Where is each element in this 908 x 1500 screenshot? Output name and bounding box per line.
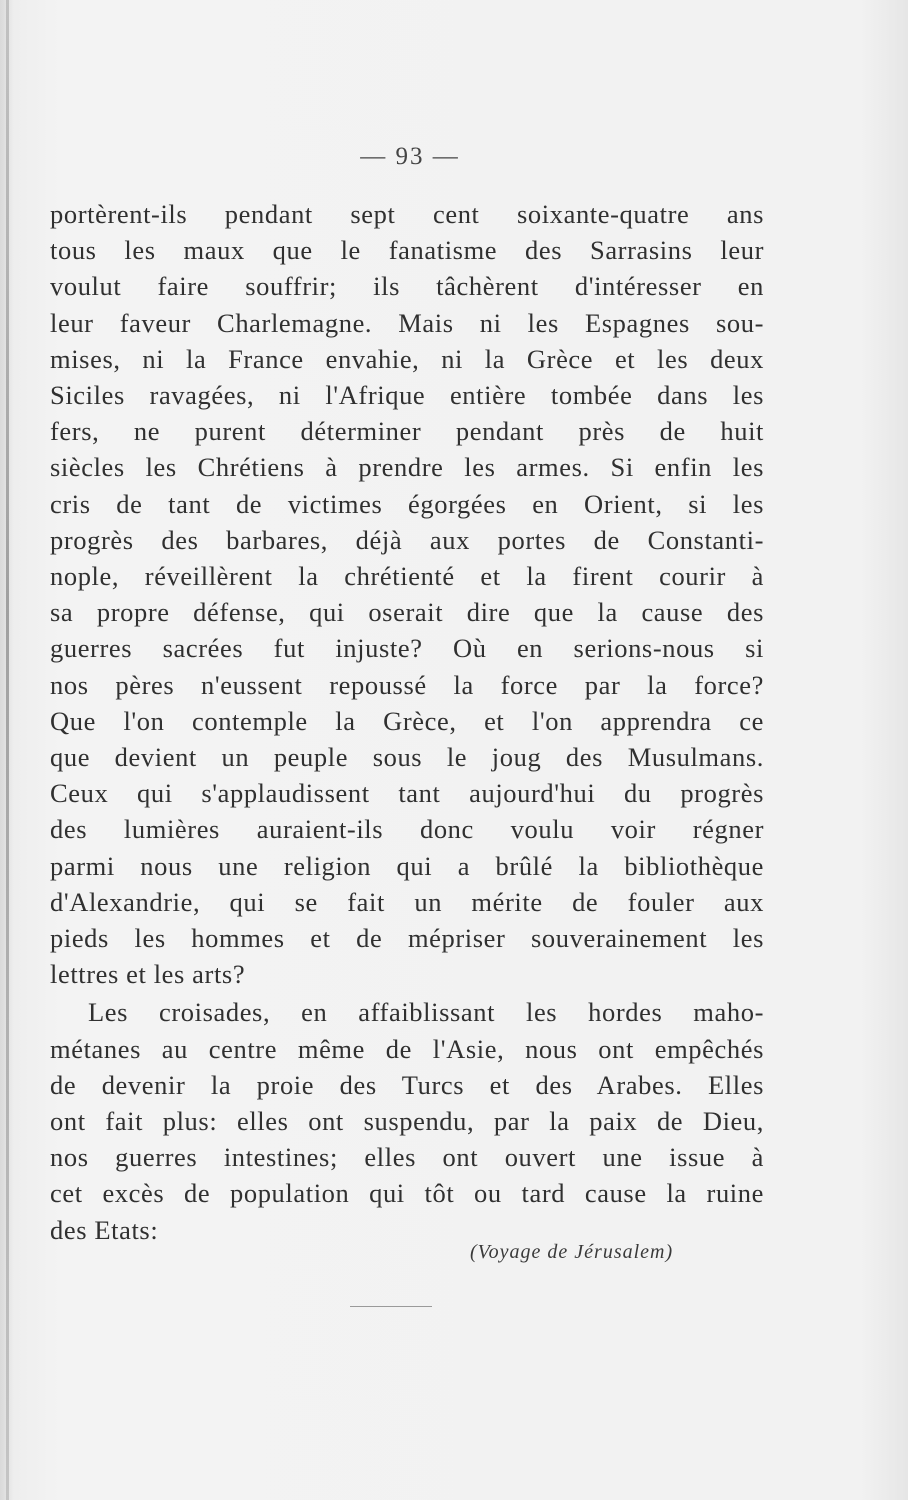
text-line: que devient un peuple sous le joug des Musulmans.: [50, 742, 764, 773]
text-line: Ceux qui s'applaudissent tant aujourd'hui du progrès: [50, 778, 764, 809]
text-line: cet excès de population qui tôt ou tard cause la ruine: [50, 1178, 764, 1209]
text-line: Les croisades, en affaiblissant les hordes maho-: [88, 997, 764, 1028]
text-line: siècles les Chrétiens à prendre les armes. Si enfin les: [50, 452, 764, 483]
paragraph-1: [50, 196, 764, 992]
closing-rule: [350, 1306, 432, 1307]
text-line: lettres et les arts?: [50, 959, 246, 990]
text-line: mises, ni la France envahie, ni la Grèce et les deux: [50, 343, 764, 374]
text-line: cris de tant de victimes égorgées en Orient, si les: [50, 488, 764, 519]
text-line: guerres sacrées fut injuste? Où en serions-nous si: [50, 633, 764, 664]
text-line: nos guerres intestines; elles ont ouvert une issue à: [50, 1142, 764, 1173]
text-line: d'Alexandrie, qui se fait un mérite de fouler aux: [50, 886, 764, 917]
citation: (Voyage de Jérusalem): [470, 1241, 674, 1263]
text-line: Siciles ravagées, ni l'Afrique entière tombée dans les: [50, 380, 764, 411]
text-line: leur faveur Charlemagne. Mais ni les Espagnes sou-: [50, 307, 764, 338]
text-line: métanes au centre même de l'Asie, nous ont empêchés: [50, 1033, 764, 1064]
text-line: des lumières auraient-ils donc voulu voir régner: [50, 814, 764, 845]
text-line: pieds les hommes et de mépriser souverainement les: [50, 923, 764, 954]
text-line: tous les maux que le fanatisme des Sarrasins leur: [50, 235, 764, 266]
text-line: progrès des barbares, déjà aux portes de Constanti-: [50, 524, 764, 555]
text-line: des Etats:: [50, 1214, 159, 1245]
text-line: de devenir la proie des Turcs et des Arabes. Elles: [50, 1069, 764, 1100]
page-number: — 93 —: [360, 143, 460, 170]
text-line: sa propre défense, qui oserait dire que la cause des: [50, 597, 764, 628]
text-line: Que l'on contemple la Grèce, et l'on apprendra ce: [50, 705, 764, 736]
text-line: ont fait plus: elles ont suspendu, par la paix de Dieu,: [50, 1106, 764, 1137]
text-line: portèrent-ils pendant sept cent soixante-quatre ans: [50, 199, 764, 229]
text-line: fers, ne purent déterminer pendant près de huit: [50, 416, 764, 447]
text-line: voulut faire souffrir; ils tâchèrent d'intéresser en: [50, 271, 764, 302]
text-line: nos pères n'eussent repoussé la force par la force?: [50, 669, 764, 700]
text-line: parmi nous une religion qui a brûlé la bibliothèque: [50, 850, 764, 881]
text-line: nople, réveillèrent la chrétienté et la firent courir à: [50, 561, 764, 592]
body-text: [50, 196, 764, 1248]
binding-edge: [6, 0, 9, 1500]
paragraph-2: [50, 994, 764, 1247]
